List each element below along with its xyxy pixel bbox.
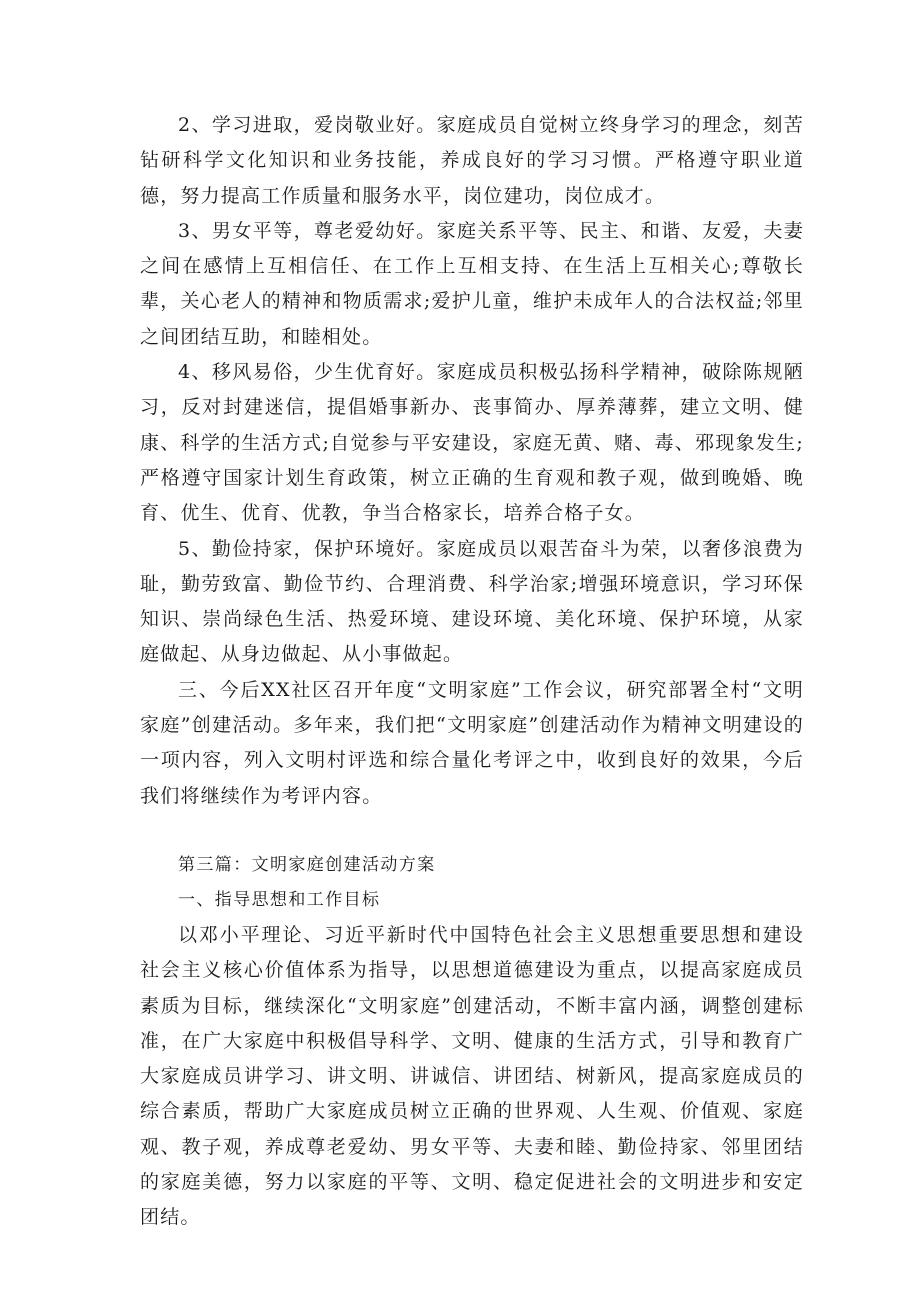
- paragraph-item-5: 5、勤俭持家，保护环境好。家庭成员以艰苦奋斗为荣，以奢侈浪费为耻，勤劳致富、勤俭节约、合理消费、科学治家;增强环境意识，学习环保知识、崇尚绿色生活、热爱环境、建设环境、美化环境、保护环境，从家庭做起、从身边做起、从小事做起。: [140, 537, 804, 666]
- paragraph-guiding-ideology: 以邓小平理论、习近平新时代中国特色社会主义思想重要思想和建设社会主义核心价值体系为指导，以思想道德建设为重点，以提高家庭成员素质为目标，继续深化“文明家庭”创建活动，不断丰富内涵，调整创建标准，在广大家庭中积极倡导科学、文明、健康的生活方式，引导和教育广大家庭成员讲学习、讲文明、讲诚信、讲团结、树新风，提高家庭成员的综合素质，帮助广大家庭成员树立正确的世界观、人生观、价值观、家庭观、教子观，养成尊老爱幼、男女平等、夫妻和睦、勤俭持家、邻里团结的家庭美德，努力以家庭的平等、文明、稳定促进社会的文明进步和安定团结。: [140, 923, 804, 1229]
- subheading: 一、指导思想和工作目标: [178, 889, 381, 910]
- paragraph-item-3: 3、男女平等，尊老爱幼好。家庭关系平等、民主、和谐、友爱，夫妻之间在感情上互相信任、在工作上互相支持、在生活上互相关心;尊敬长辈，关心老人的精神和物质需求;爱护儿童，维护未成年人的合法权益;邻里之间团结互助，和睦相处。: [140, 219, 804, 348]
- paragraph-item-2: 2、学习进取，爱岗敬业好。家庭成员自觉树立终身学习的理念，刻苦钻研科学文化知识和业务技能，养成良好的学习习惯。严格遵守职业道德，努力提高工作质量和服务水平，岗位建功，岗位成才。: [140, 114, 804, 207]
- paragraph-section-three: 三、今后XX社区召开年度“文明家庭”工作会议，研究部署全村“文明家庭”创建活动。多年来，我们把“文明家庭”创建活动作为精神文明建设的一项内容，列入文明村评选和综合量化考评之中，收到良好的效果，今后我们将继续作为考评内容。: [140, 678, 804, 807]
- section-title: 第三篇：文明家庭创建活动方案: [178, 854, 436, 875]
- section-spacer: [140, 814, 804, 848]
- document-page: [140, 108, 804, 1236]
- paragraph-item-4: 4、移风易俗，少生优育好。家庭成员积极弘扬科学精神，破除陈规陋习，反对封建迷信，提倡婚事新办、丧事简办、厚养薄葬，建立文明、健康、科学的生活方式;自觉参与平安建设，家庭无黄、赌、毒、邪现象发生;严格遵守国家计划生育政策，树立正确的生育观和教子观，做到晚婚、晚育、优生、优育、优教，争当合格家长，培养合格子女。: [140, 361, 804, 525]
